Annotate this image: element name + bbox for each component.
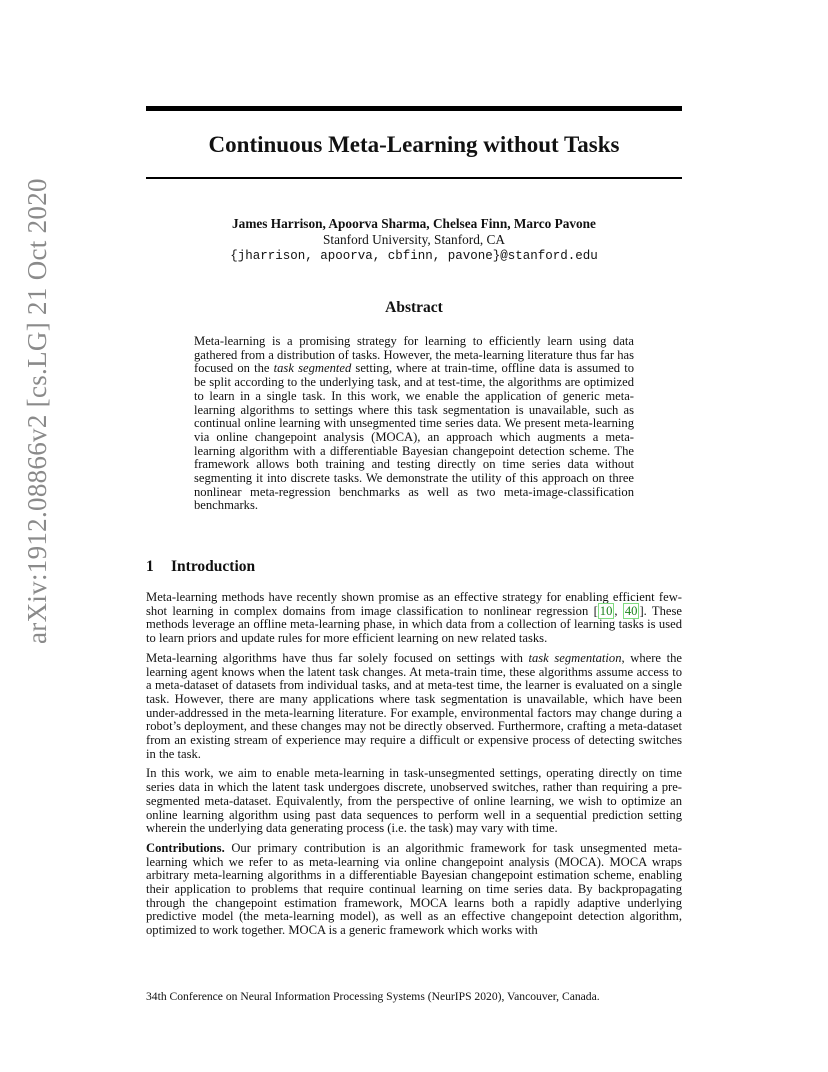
abstract-text	[194, 335, 634, 513]
author-names: James Harrison, Apoorva Sharma, Chelsea Finn, Marco Pavone	[232, 216, 596, 231]
abstract-text-part1: Meta-learning is a promising strategy for learning to efficiently learn using data gathered from a distribution of tasks. However, the meta-learning literature thus far has focused on the	[194, 334, 634, 376]
arxiv-identifier-stamp: arXiv:1912.08866v2 [cs.LG] 21 Oct 2020	[22, 178, 52, 644]
paragraph-4	[146, 842, 682, 938]
author-block	[146, 216, 682, 264]
introduction-body	[146, 591, 682, 944]
citation-separator: ,	[614, 603, 623, 618]
citation-link-10[interactable]: 10	[599, 603, 613, 618]
paragraph-2-pre: Meta-learning algorithms have thus far solely focused on settings with	[146, 650, 529, 665]
abstract-heading: Abstract	[385, 299, 443, 316]
author-affiliation: Stanford University, Stanford, CA	[323, 232, 505, 247]
section-number: 1	[146, 558, 154, 575]
title-top-rule	[146, 106, 682, 111]
paragraph-1-rest: ]. These methods leverage an offline meta-learning phase, in which data from a collection of learning tasks is used to learn priors and update rules for more efficient learning on new related tasks.	[146, 603, 682, 646]
paragraph-2	[146, 652, 682, 762]
abstract-text-part2: setting, where at train-time, offline data is assumed to be split according to the underlying task, and at test-time, the algorithms are optimized to learn in a single task. In this work, we enable the application of generic meta-learning algorithms to settings where this task segmentation is unavailable, such as continual online learning with unsegmented time series data. We present meta-learning via online changepoint analysis (MOCA), an approach which augments a meta-learning algorithm with a differentiable Bayesian changepoint detection scheme. The framework allows both training and testing directly on time series data without segmenting it into discrete tasks. We demonstrate the utility of this approach on three nonlinear meta-regression benchmarks as well as two meta-image-classification benchmarks.	[194, 361, 634, 513]
paper-title: Continuous Meta-Learning without Tasks	[208, 132, 620, 157]
citation-link-40[interactable]: 40	[624, 603, 638, 618]
abstract-emphasis: task segmented	[273, 361, 352, 376]
conference-footer: 34th Conference on Neural Information Processing Systems (NeurIPS 2020), Vancouver, Canada.	[146, 990, 600, 1003]
contributions-label: Contributions.	[146, 840, 225, 855]
title-bottom-rule	[146, 177, 682, 179]
paragraph-1	[146, 591, 682, 646]
paragraph-1-text: Meta-learning methods have recently shown promise as an effective strategy for enabling efficient few-shot learning in complex domains from image classification to nonlinear regression [	[146, 590, 682, 618]
paragraph-2-emphasis: task segmentation	[528, 650, 622, 665]
section-heading-introduction	[146, 557, 682, 577]
paragraph-4-text: Our primary contribution is an algorithmic framework for task unsegmented meta-learning which we refer to as meta-learning via online changepoint analysis (MOCA). MOCA wraps arbitrary meta-learning algorithms in a differentiable Bayesian changepoint estimation scheme, enabling their application to problems that require continual learning on time series data. By backpropagating through the changepoint estimation framework, MOCA learns both a rapidly adaptive underlying predictive model (the meta-learning model), as well as an effective changepoint detection algorithm, optimized to work together. MOCA is a generic framework which works with	[146, 840, 682, 938]
paragraph-3: In this work, we aim to enable meta-learning in task-unsegmented settings, operating directly on time series data in which the latent task undergoes discrete, unobserved switches, rather than requiring a pre-segmented meta-dataset. Equivalently, from the perspective of online learning, we wish to optimize an online learning algorithm using past data sequences to perform well in a sequential prediction setting wherein the underlying data generating process (i.e. the task) may vary with time.	[146, 766, 682, 836]
author-emails: {jharrison, apoorva, cbfinn, pavone}@stanford.edu	[230, 249, 598, 263]
paragraph-2-post: , where the learning agent knows when the latent task changes. At meta-train time, these algorithms assume access to a meta-dataset of datasets from individual tasks, and at meta-test time, the learner is evaluated on a single task. However, there are many applications where task segmentation is unavailable, which have been under-addressed in the meta-learning literature. For example, environmental factors may change during a robot’s deployment, and these changes may not be directly observed. Furthermore, crafting a meta-dataset from an existing stream of experience may require a difficult or expensive process of detecting switches in the task.	[146, 650, 682, 761]
section-title: Introduction	[171, 558, 256, 575]
